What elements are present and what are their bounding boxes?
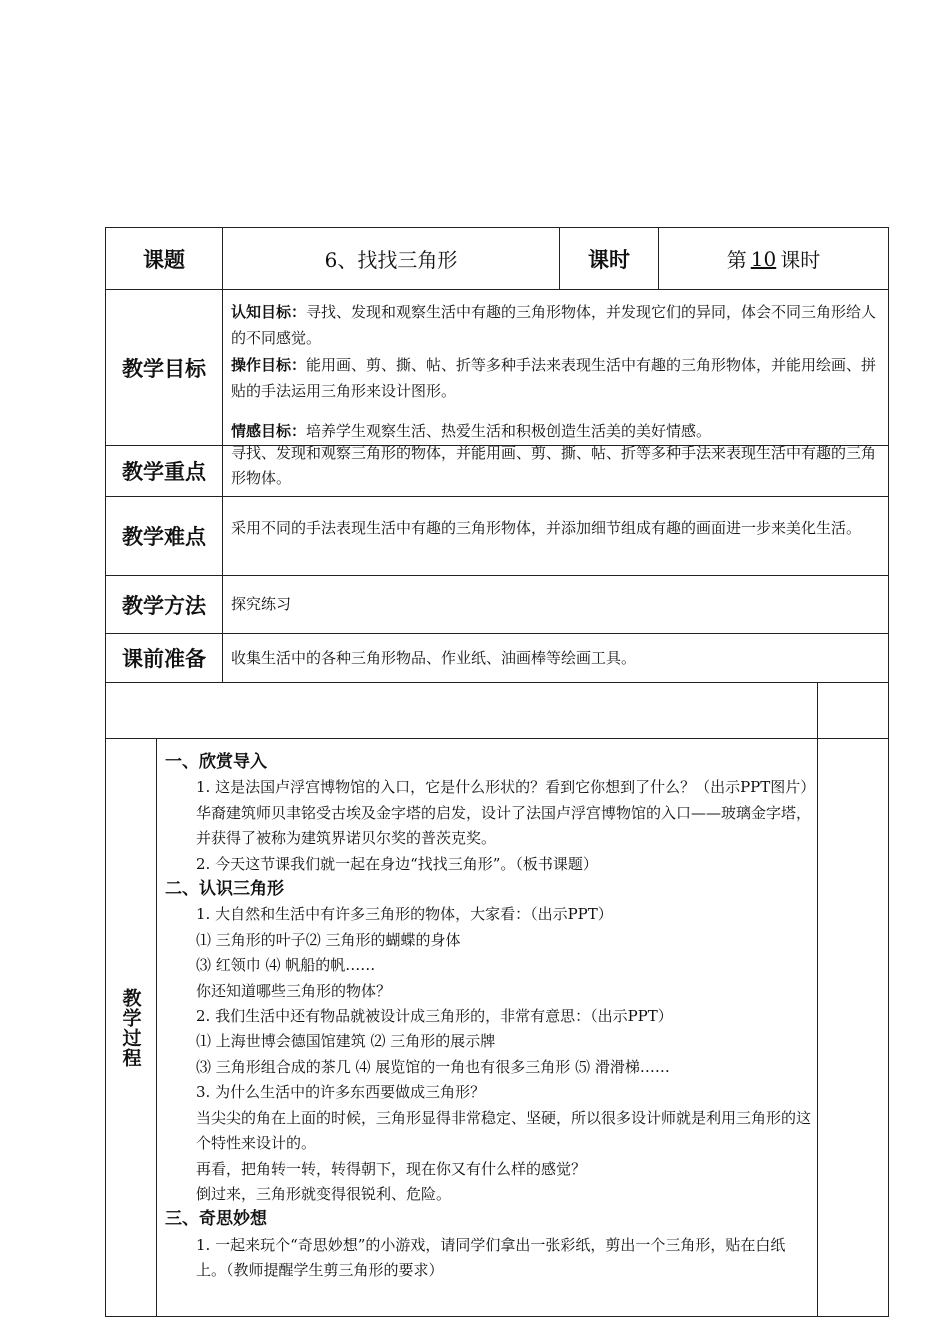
emotion-label: 情感目标：: [231, 422, 307, 440]
process-content: [165, 750, 816, 1284]
preparation-label: 课前准备: [122, 647, 206, 671]
operation-label: 操作目标：: [231, 356, 307, 374]
process-paragraph: 2. 今天这节课我们就一起在身边“找找三角形”。（板书课题）: [196, 854, 598, 873]
process-paragraph: ⑶ 红领巾 ⑷ 帆船的帆……: [196, 956, 376, 975]
row-divider: [105, 738, 889, 739]
method-label: 教学方法: [122, 593, 206, 618]
section-heading: 二、认识三角形: [165, 879, 284, 900]
table-border-right: [888, 227, 889, 1317]
process-paragraph: ⑶ 三角形组合成的茶几 ⑷ 展览馆的一角也有很多三角形 ⑸ 滑滑梯……: [196, 1057, 670, 1076]
process-paragraph: 当尖尖的角在上面的时候，三角形显得非常稳定、坚硬，所以很多设计师就是利用三角形的这个特性来设计的。: [196, 1108, 812, 1153]
process-paragraph: ⑴ 上海世博会德国馆建筑 ⑵ 三角形的展示牌: [196, 1032, 496, 1051]
cognitive-objective: [231, 299, 883, 351]
preparation-text: 收集生活中的各种三角形物品、作业纸、油画棒等绘画工具。: [231, 649, 637, 667]
difficulties-label: 教学难点: [122, 525, 206, 549]
process-paragraph: 再看，把角转一转，转得朝下，现在你又有什么样的感觉？: [196, 1159, 587, 1178]
cognitive-text: 寻找、发现和观察生活中有趣的三角形物体，并发现它们的异同，体会不同三角形给人的不同感觉。: [231, 303, 877, 347]
section-heading: 三、奇思妙想: [165, 1209, 267, 1230]
period-suffix: 课时: [780, 248, 821, 272]
objectives-label: 教学目标: [122, 356, 206, 381]
emotion-text: 培养学生观察生活、热爱生活和积极创造生活美的美好情感。: [306, 422, 712, 440]
notes-column-divider: [817, 682, 818, 1317]
process-paragraph: 1. 一起来玩个“奇思妙想”的小游戏，请同学们拿出一张彩纸，剪出一个三角形，贴在白纸上。（教师提醒学生剪三角形的要求）: [196, 1235, 786, 1280]
process-paragraph: 3. 为什么生活中的许多东西要做成三角形？: [196, 1083, 486, 1102]
operation-objective: [231, 352, 883, 404]
period-value: [659, 228, 888, 289]
process-paragraph: 你还知道哪些三角形的物体？: [196, 981, 392, 1000]
process-paragraph: 2. 我们生活中还有物品就被设计成三角形的，非常有意思：（出示PPT）: [196, 1007, 673, 1026]
period-label: 课时: [588, 247, 630, 272]
section-heading: 一、欣赏导入: [165, 752, 267, 772]
topic-value: 6、找找三角形: [324, 248, 458, 272]
process-label: 教学过程: [119, 987, 142, 1068]
process-paragraph: ⑴ 三角形的叶子⑵ 三角形的蝴蝶的身体: [196, 930, 461, 949]
topic-label: 课题: [143, 247, 185, 272]
process-paragraph: 华裔建筑师贝聿铭受古埃及金字塔的启发，设计了法国卢浮宫博物馆的入口——玻璃金字塔，并获得了被称为建筑界诺贝尔奖的普茨克奖。: [196, 803, 812, 848]
label-column-divider: [222, 227, 223, 683]
difficulties-text: 采用不同的手法表现生活中有趣的三角形物体，并添加细节组成有趣的画面进一步来美化生活。: [231, 519, 862, 537]
key-points-text: 寻找、发现和观察三角形的物体，并能用画、剪、撕、帖、折等多种手法来表现生活中有趣的三角形物体。: [231, 444, 877, 487]
method-text: 探究练习: [231, 595, 292, 613]
process-paragraph: 1. 大自然和生活中有许多三角形的物体，大家看：（出示PPT）: [196, 905, 613, 924]
period-prefix: 第: [726, 248, 747, 272]
process-label-divider: [156, 738, 157, 1317]
operation-text: 能用画、剪、撕、帖、折等多种手法来表现生活中有趣的三角形物体，并能用绘画、拼贴的手法运用三角形来设计图形。: [231, 356, 877, 400]
process-paragraph: 1. 这是法国卢浮宫博物馆的入口，它是什么形状的？看到它你想到了什么？（出示PPT图片）: [196, 778, 816, 797]
process-paragraph: 倒过来，三角形就变得很锐利、危险。: [196, 1184, 452, 1203]
table-border-bottom: [105, 1316, 889, 1317]
period-number: 10: [750, 246, 777, 271]
cognitive-label: 认知目标：: [231, 303, 307, 321]
key-points-label: 教学重点: [122, 460, 206, 484]
